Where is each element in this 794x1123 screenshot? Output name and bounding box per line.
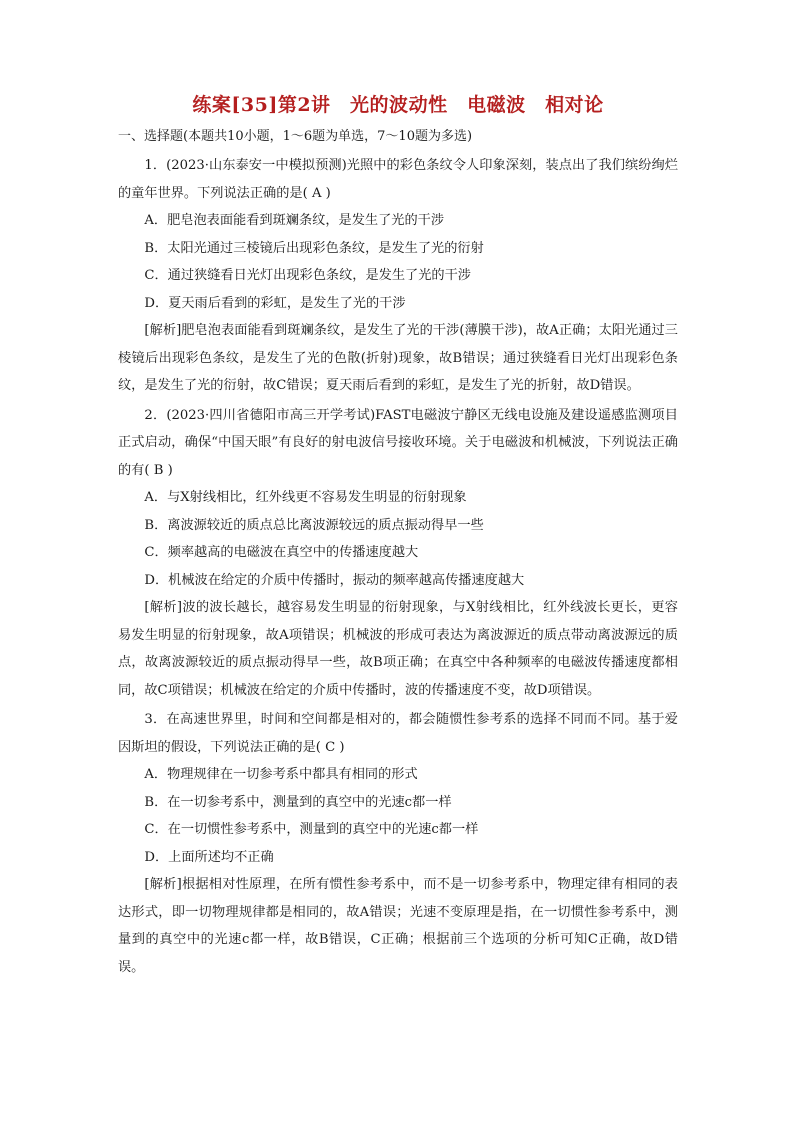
option-c: C．通过狭缝看日光灯出现彩色条纹，是发生了光的干涉	[144, 268, 471, 283]
option-b: B．离波源较近的质点总比离波源较远的质点振动得早一些	[144, 517, 484, 533]
option-a: A．物理规律在一切参考系中都具有相同的形式	[144, 767, 418, 782]
document-page	[118, 92, 678, 981]
option-c: C．在一切惯性参考系中，测量到的真空中的光速c都一样	[144, 822, 479, 837]
analysis-text: [解析]根据相对性原理，在所有惯性参考系中，而不是一切参考系中，物理定律有相同的表达形式，即一切物理规律都是相同的，故A错误；光速不变原理是指，在一切惯性参考系中，测量到的真空中的光速c都一样，故B错误，C正确；根据前三个选项的分析可知C正确，故D错误。	[118, 877, 678, 975]
analysis-text: [解析]肥皂泡表面能看到斑斓条纹，是发生了光的干涉(薄膜干涉)，故A正确；太阳光通过三棱镜后出现彩色条纹，是发生了光的色散(折射)现象，故B错误；通过狭缝看日光灯出现彩色条纹，是发生了光的衍射，故C错误；夏天雨后看到的彩虹，是发生了光的折射，故D错误。	[118, 323, 678, 393]
analysis-text: [解析]波的波长越长，越容易发生明显的衍射现象，与X射线相比，红外线波长更长，更容易发生明显的衍射现象，故A项错误；机械波的形成可表达为离波源近的质点带动离波源远的质点，故离波源较近的质点振动得早一些，故B项正确；在真空中各种频率的电磁波传播速度都相同，故C项错误；机械波在给定的介质中传播时，波的传播速度不变，故D项错误。	[118, 600, 678, 698]
question-3	[118, 706, 678, 981]
question-1	[118, 152, 678, 400]
option-d: D．上面所述均不正确	[144, 849, 274, 865]
page-title: 练案[35]第2讲 光的波动性 电磁波 相对论	[192, 94, 604, 116]
option-d: D．夏天雨后看到的彩虹，是发生了光的干涉	[144, 295, 406, 311]
option-c: C．频率越高的电磁波在真空中的传播速度越大	[144, 545, 419, 560]
option-b: B．太阳光通过三棱镜后出现彩色条纹，是发生了光的衍射	[144, 240, 484, 256]
question-stem: 1．(2023·山东泰安一中模拟预测)光照中的彩色条纹令人印象深刻，装点出了我们缤纷绚烂的童年世界。下列说法正确的是( A )	[118, 158, 678, 201]
option-a: A．肥皂泡表面能看到斑斓条纹，是发生了光的干涉	[144, 213, 445, 228]
question-2	[118, 402, 678, 705]
option-a: A．与X射线相比，红外线更不容易发生明显的衍射现象	[144, 490, 467, 505]
option-d: D．机械波在给定的介质中传播时，振动的频率越高传播速度越大	[144, 572, 525, 588]
question-stem: 2．(2023·四川省德阳市高三开学考试)FAST电磁波宁静区无线电设施及建设遥感监测项目正式启动，确保“中国天眼”有良好的射电波信号接收环境。关于电磁波和机械波，下列说法正确的有( B )	[118, 407, 678, 478]
option-b: B．在一切参考系中，测量到的真空中的光速c都一样	[144, 794, 452, 810]
question-stem: 3．在高速世界里，时间和空间都是相对的，都会随惯性参考系的选择不同而不同。基于爱因斯坦的假设，下列说法正确的是( C )	[118, 712, 678, 755]
section-heading: 一、选择题(本题共10小题，1～6题为单选，7～10题为多选)	[118, 129, 473, 144]
